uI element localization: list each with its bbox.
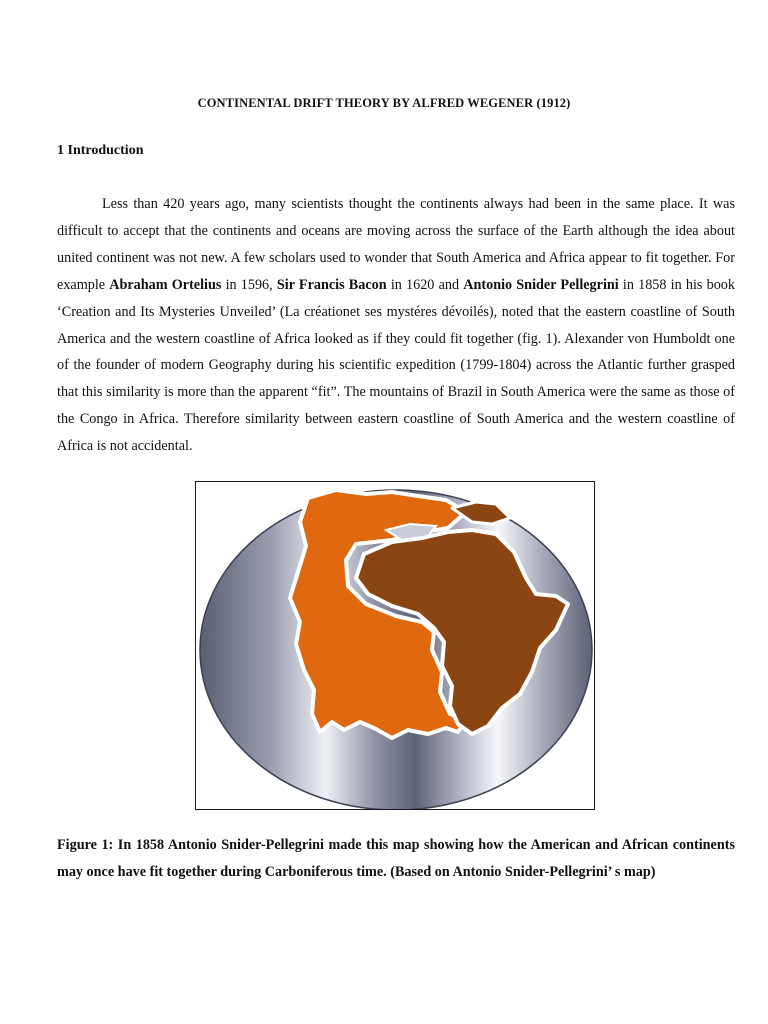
paragraph-text-4: in 1858 in his book ‘Creation and Its Mysteries Unveiled’ (La créationet ses mystéres dévoilés), noted that the eastern coastline of South America and the western coastline of Africa looked as if they could fit together (fig. 1). Alexander von Humboldt one of the founder of modern Geography during his scientific expedition (1799-1804) across the Atlantic further grasped that this similarity is more than the apparent “fit”. The mountains of Brazil in South America were the same as those of the Congo in Africa. Therefore similarity between eastern coastline of South America and the western coastline of Africa is not accidental. [57, 276, 735, 455]
paragraph-text-3: in 1620 and [386, 276, 464, 293]
section-heading: 1 Introduction [57, 143, 144, 158]
name-francis-bacon: Sir Francis Bacon [276, 276, 387, 293]
figure-1-map [195, 481, 595, 810]
document-title: CONTINENTAL DRIFT THEORY BY ALFRED WEGENER (1912) [197, 96, 571, 110]
paragraph-text-1: Less than 420 years ago, many scientists thought the continents always had been in the same place. It was difficult to accept that the continents and oceans are moving across the surface of the Earth although the idea about united continent was not new. A few scholars used to wonder that South America and Africa appear to fit together. For example [57, 196, 735, 293]
paragraph-text-2: in 1596, [221, 276, 277, 293]
figure-caption: Figure 1: In 1858 Antonio Snider-Pellegrini made this map showing how the American and African continents may once have fit together during Carboniferous time. (Based on Antonio Snider-Pellegrini’ s map) [57, 837, 735, 880]
pangaea-globe-illustration [196, 482, 595, 810]
name-antonio-snider-pellegrini: Antonio Snider Pellegrini [463, 276, 619, 293]
introduction-paragraph [57, 191, 735, 460]
name-abraham-ortelius: Abraham Ortelius [109, 276, 222, 293]
